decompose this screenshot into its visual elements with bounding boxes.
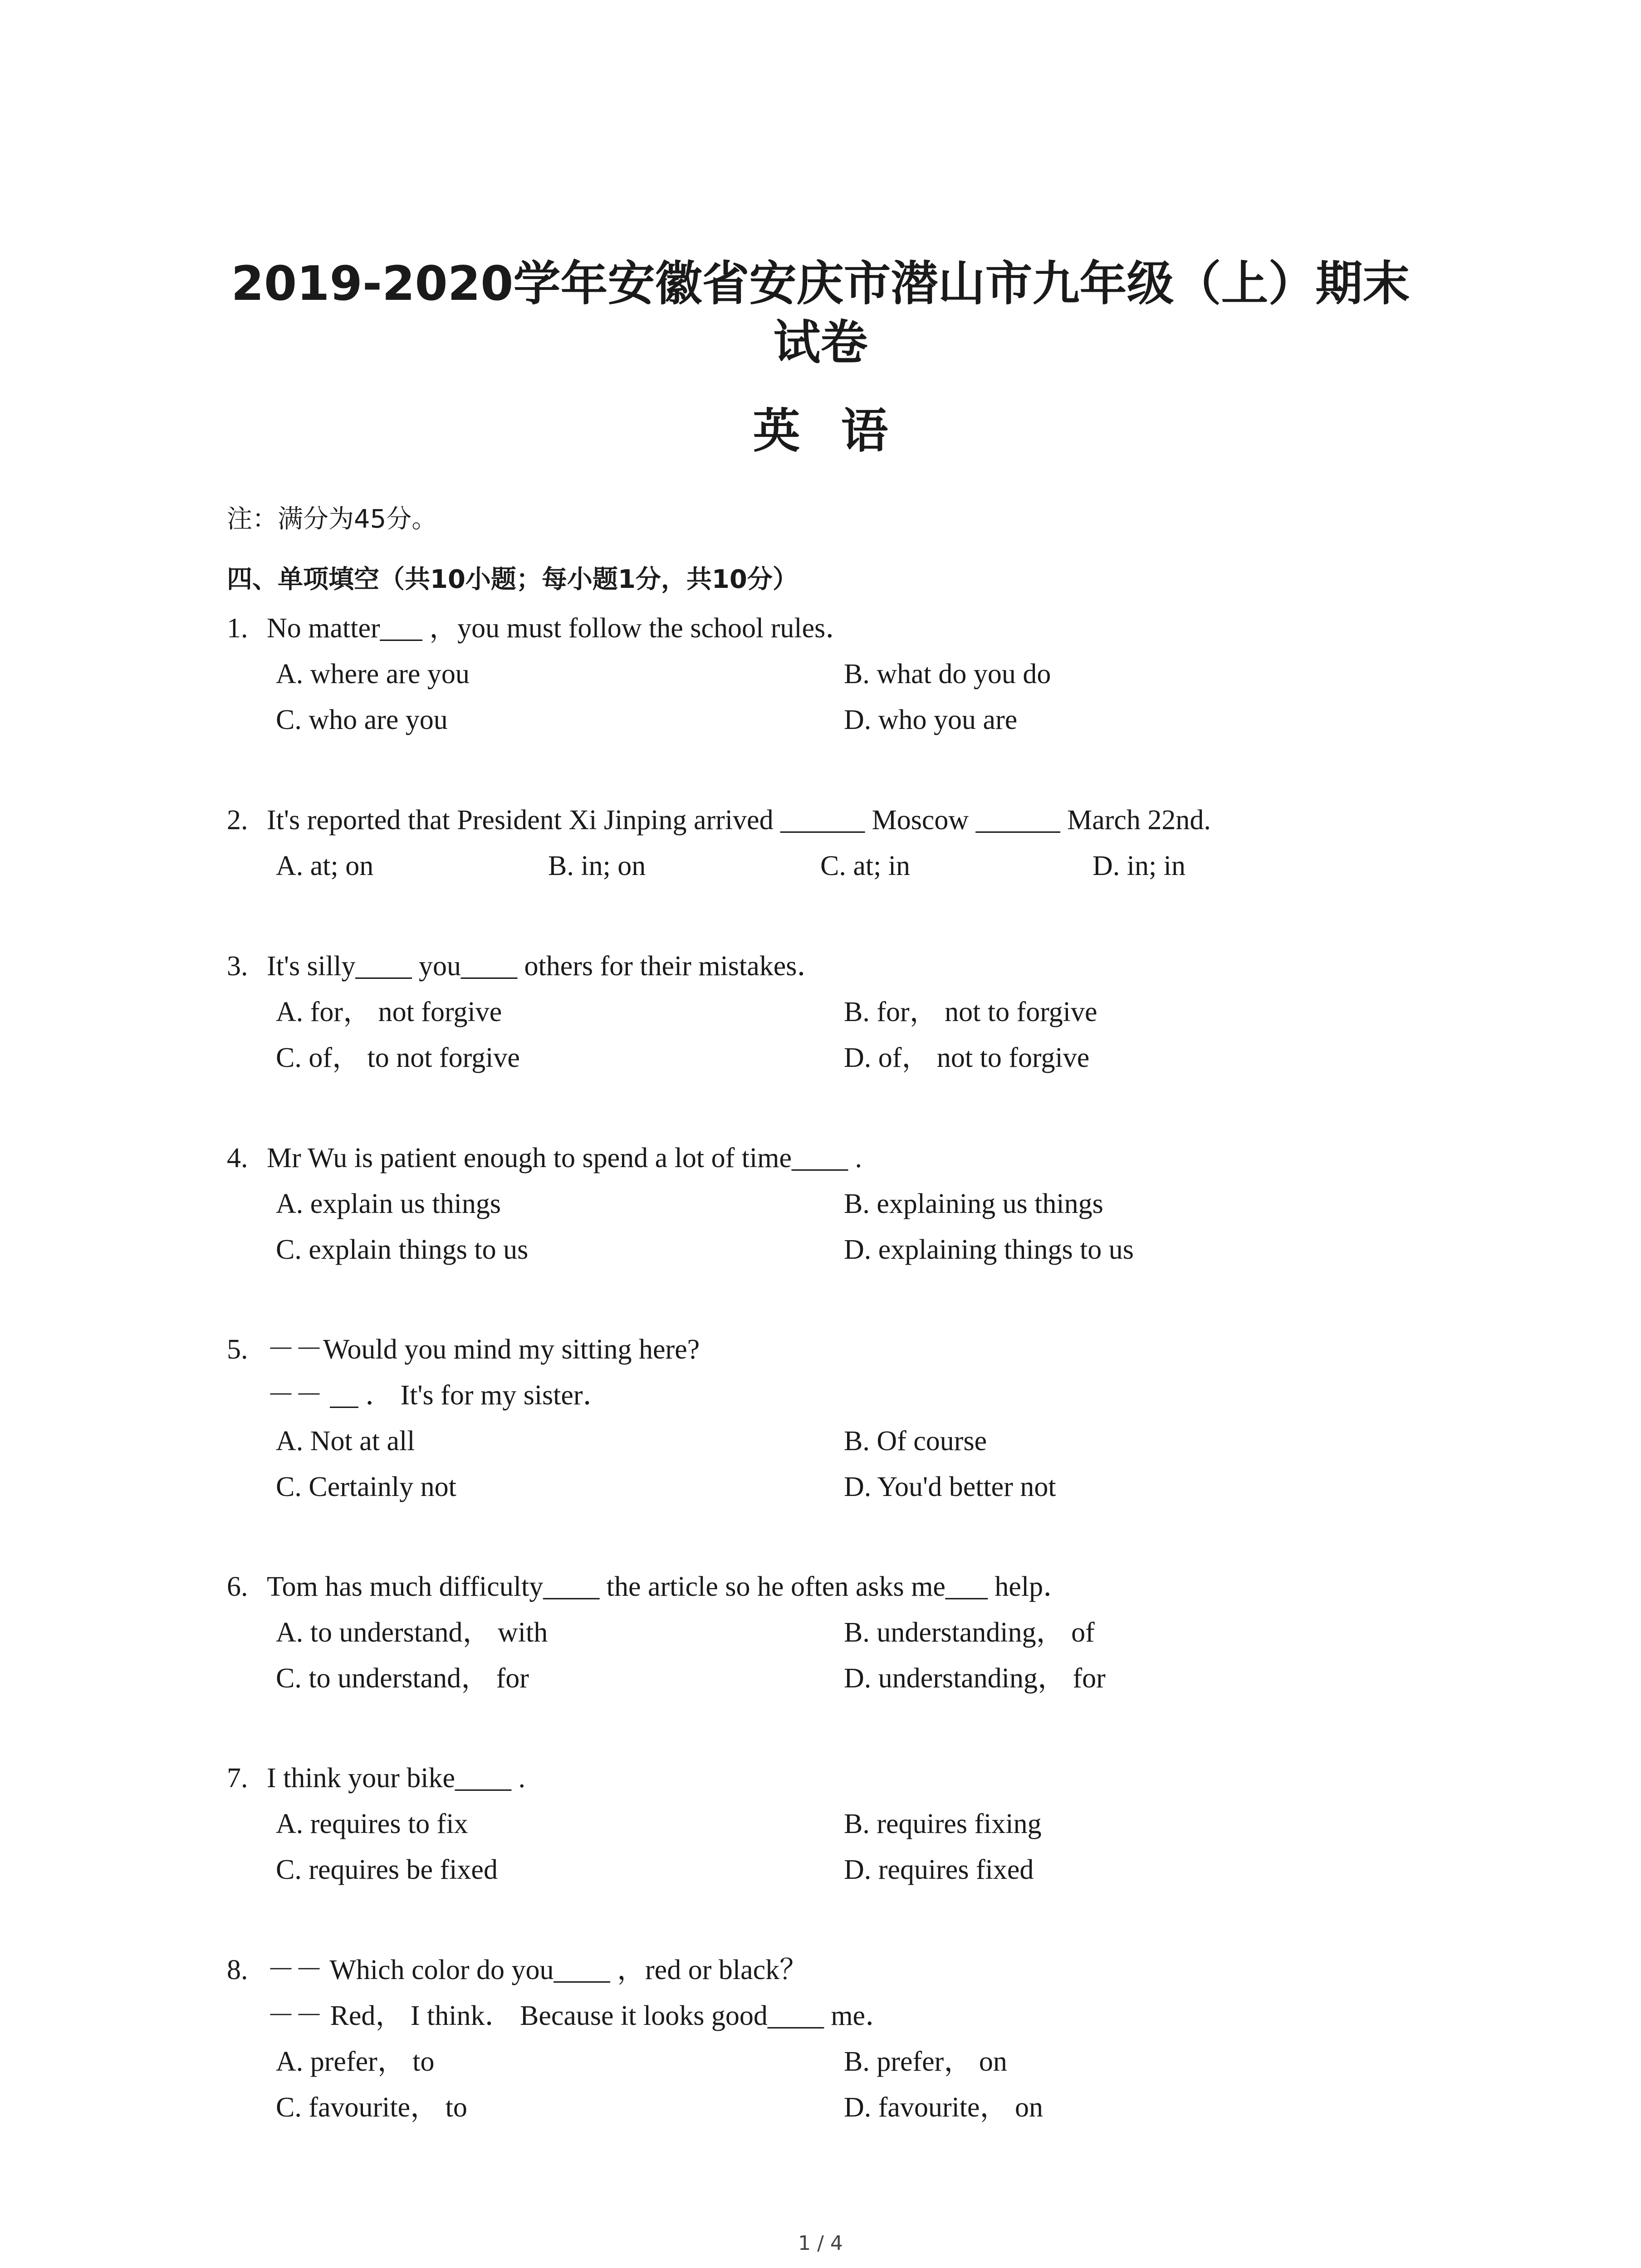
option-d: D. understanding， for bbox=[844, 1663, 1106, 1694]
question-stem bbox=[227, 1755, 1452, 1801]
option-d: D. requires fixed bbox=[844, 1854, 1034, 1885]
question-1 bbox=[227, 606, 1452, 743]
option-b: B. what do you do bbox=[844, 659, 1051, 689]
question-number: 5. bbox=[227, 1334, 248, 1365]
subject-heading: 英语 bbox=[753, 403, 929, 459]
options bbox=[227, 651, 1452, 743]
question-number: 2. bbox=[227, 805, 248, 836]
option-a: A. where are you bbox=[276, 659, 470, 689]
option-c: C. requires be fixed bbox=[276, 1854, 498, 1885]
question-continuation: －－ Red， I think． Because it looks good____ me． bbox=[267, 2000, 894, 2031]
option-b: B. understanding， of bbox=[844, 1617, 1095, 1648]
question-text: －－Would you mind my sitting here? bbox=[267, 1334, 700, 1365]
question-5 bbox=[227, 1327, 1452, 1510]
question-stem bbox=[227, 943, 1452, 989]
option-b: B. prefer， on bbox=[844, 2046, 1007, 2077]
question-text: Mr Wu is patient enough to spend a lot of time____ . bbox=[267, 1143, 862, 1173]
question-number: 7. bbox=[227, 1763, 248, 1794]
option-a: A. prefer， to bbox=[276, 2046, 435, 2077]
question-6 bbox=[227, 1564, 1452, 1701]
question-stem bbox=[227, 1135, 1452, 1181]
exam-title-line-2: 试卷 bbox=[773, 315, 868, 370]
page-number: 1 / 4 bbox=[798, 2232, 843, 2255]
option-c: C. Certainly not bbox=[276, 1471, 456, 1502]
options bbox=[227, 1801, 1452, 1893]
question-text: －－ Which color do you____ ，red or black？ bbox=[267, 1955, 808, 1985]
question-text: I think your bike____ . bbox=[267, 1763, 525, 1794]
option-b: B. explaining us things bbox=[844, 1188, 1103, 1219]
option-a: A. at; on bbox=[276, 850, 374, 881]
option-c: C. who are you bbox=[276, 704, 448, 735]
question-text: No matter___ ，you must follow the school rules． bbox=[267, 613, 854, 644]
question-2 bbox=[227, 797, 1452, 889]
option-d: D. explaining things to us bbox=[844, 1234, 1134, 1265]
options bbox=[227, 1418, 1452, 1510]
question-8 bbox=[227, 1947, 1452, 2131]
option-a: A. for， not forgive bbox=[276, 997, 502, 1027]
options bbox=[227, 989, 1452, 1081]
option-a: A. Not at all bbox=[276, 1426, 415, 1457]
question-stem bbox=[227, 1564, 1452, 1610]
option-d: D. of， not to forgive bbox=[844, 1042, 1090, 1073]
question-4 bbox=[227, 1135, 1452, 1273]
option-b: B. requires fixing bbox=[844, 1809, 1042, 1839]
option-b: B. in; on bbox=[548, 850, 646, 881]
option-b: B. for， not to forgive bbox=[844, 997, 1097, 1027]
option-a: A. explain us things bbox=[276, 1188, 501, 1219]
question-number: 4. bbox=[227, 1143, 248, 1173]
option-d: D. who you are bbox=[844, 704, 1018, 735]
question-text: Tom has much difficulty____ the article so he often asks me___ help． bbox=[267, 1571, 1072, 1602]
option-c: C. at; in bbox=[820, 850, 911, 881]
question-number: 1. bbox=[227, 613, 248, 644]
option-d: D. You'd better not bbox=[844, 1471, 1056, 1502]
options bbox=[227, 1181, 1452, 1273]
question-stem bbox=[227, 1947, 1452, 1993]
question-continuation: －－ __ ． It's for my sister． bbox=[267, 1380, 611, 1411]
question-number: 6. bbox=[227, 1571, 248, 1602]
question-text: It's silly____ you____ others for their mistakes． bbox=[267, 951, 825, 982]
exam-title-line-1: 2019-2020学年安徽省安庆市潜山市九年级（上）期末 bbox=[231, 256, 1410, 311]
option-b: B. Of course bbox=[844, 1426, 987, 1457]
option-c: C. explain things to us bbox=[276, 1234, 529, 1265]
options bbox=[227, 843, 1452, 889]
option-c: C. favourite， to bbox=[276, 2092, 467, 2123]
option-d: D. favourite， on bbox=[844, 2092, 1043, 2123]
question-text: It's reported that President Xi Jinping arrived ______ Moscow ______ March 22nd. bbox=[267, 805, 1211, 836]
question-stem bbox=[227, 797, 1452, 843]
question-stem bbox=[227, 606, 1452, 651]
option-a: A. to understand， with bbox=[276, 1617, 548, 1648]
score-note: 注：满分为45分。 bbox=[227, 504, 437, 534]
question-stem bbox=[227, 1327, 1452, 1373]
question-number: 3. bbox=[227, 951, 248, 982]
option-c: C. to understand， for bbox=[276, 1663, 529, 1694]
options bbox=[227, 2039, 1452, 2131]
section-title: 四、单项填空（共10小题；每小题1分，共10分） bbox=[227, 565, 798, 594]
question-3 bbox=[227, 943, 1452, 1081]
question-7 bbox=[227, 1755, 1452, 1893]
option-d: D. in; in bbox=[1092, 850, 1185, 881]
options bbox=[227, 1610, 1452, 1701]
option-c: C. of， to not forgive bbox=[276, 1042, 520, 1073]
option-a: A. requires to fix bbox=[276, 1809, 468, 1839]
question-number: 8. bbox=[227, 1955, 248, 1985]
